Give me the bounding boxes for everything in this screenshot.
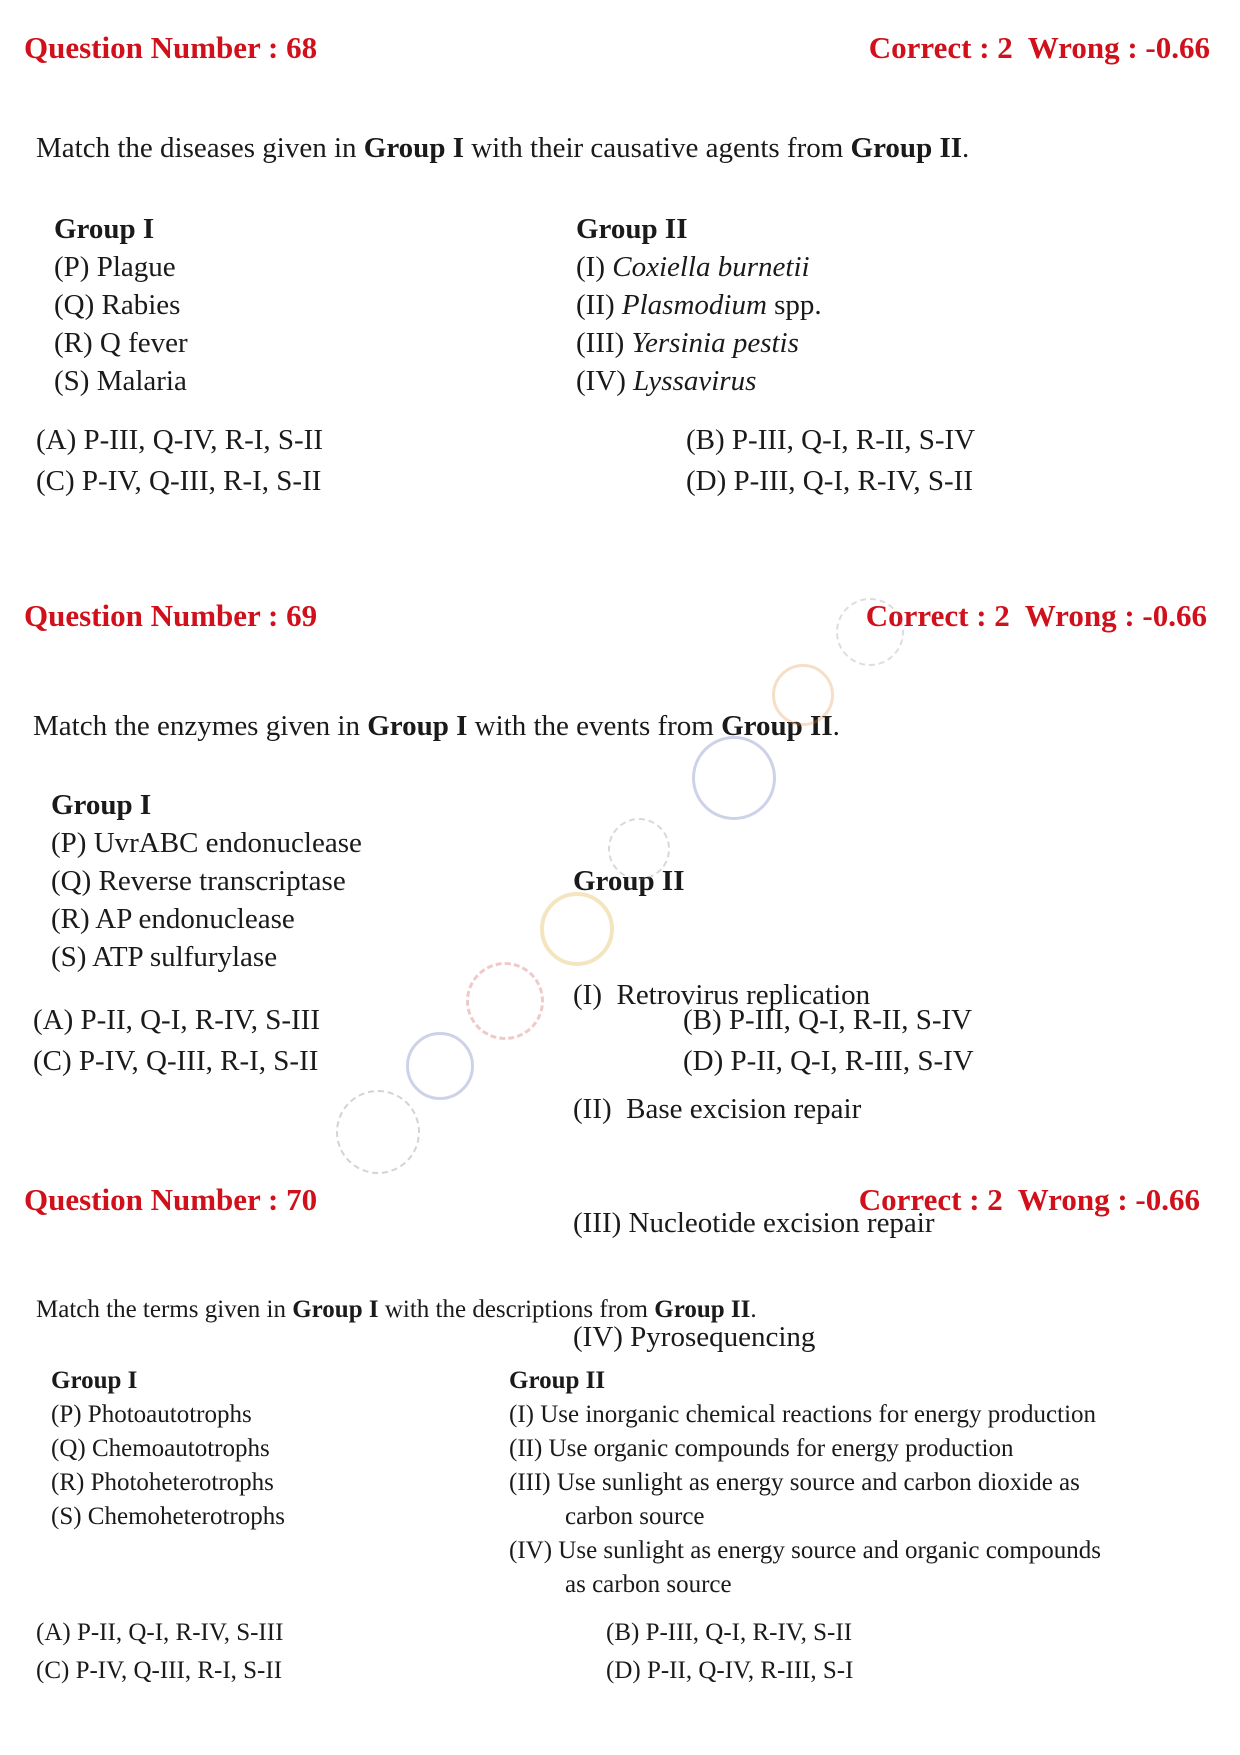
group-2-title: Group II <box>576 213 688 245</box>
group-1-list <box>54 210 188 400</box>
watermark-seal-icon <box>466 962 544 1040</box>
group-2-item-continuation: carbon source <box>565 1503 705 1530</box>
marking-scheme: Correct : 2 Wrong : -0.66 <box>858 1182 1200 1217</box>
option-c[interactable]: (C) P-IV, Q-III, R-I, S-II <box>36 465 322 497</box>
group-2-list <box>509 1364 1101 1602</box>
group-2-list <box>576 210 822 400</box>
question-number: Question Number : 69 <box>24 598 318 633</box>
group-2-item-continuation: as carbon source <box>565 1571 732 1598</box>
group-1-item: (Q) Reverse transcriptase <box>51 865 346 897</box>
option-c[interactable]: (C) P-IV, Q-III, R-I, S-II <box>36 1657 283 1684</box>
question-number: Question Number : 68 <box>24 30 318 65</box>
group-2-item: (II) Base excision repair <box>573 1093 862 1125</box>
watermark-seal-icon <box>406 1032 474 1100</box>
group-2-item: (III) Use sunlight as energy source and carbon dioxide as <box>509 1469 1080 1496</box>
group-1-list <box>51 786 362 976</box>
group-1-title: Group I <box>54 213 155 245</box>
option-a[interactable]: (A) P-III, Q-IV, R-I, S-II <box>36 424 323 456</box>
group-1-item: (S) Chemoheterotrophs <box>51 1503 285 1530</box>
group-1-title: Group I <box>51 1367 138 1394</box>
watermark-seal-icon <box>540 892 614 966</box>
option-d[interactable]: (D) P-II, Q-I, R-III, S-IV <box>683 1045 974 1077</box>
question-stem: Match the terms given in Group I with the descriptions from Group II. <box>36 1296 757 1323</box>
group-1-item: (P) Plague <box>54 251 176 283</box>
watermark-seal-icon <box>692 736 776 820</box>
group-1-title: Group I <box>51 789 152 821</box>
question-number: Question Number : 70 <box>24 1182 318 1217</box>
group-2-item: (III) Yersinia pestis <box>576 327 799 359</box>
question-stem: Match the enzymes given in Group I with the events from Group II. <box>33 710 840 742</box>
option-b[interactable]: (B) P-III, Q-I, R-II, S-IV <box>686 424 976 456</box>
group-1-item: (R) AP endonuclease <box>51 903 295 935</box>
option-a[interactable]: (A) P-II, Q-I, R-IV, S-III <box>36 1619 284 1646</box>
group-1-item: (P) Photoautotrophs <box>51 1401 252 1428</box>
question-header <box>0 1182 1240 1222</box>
watermark-seal-icon <box>608 818 670 880</box>
option-a[interactable]: (A) P-II, Q-I, R-IV, S-III <box>33 1004 320 1036</box>
marking-scheme: Correct : 2 Wrong : -0.66 <box>868 30 1210 65</box>
group-1-list <box>51 1364 285 1534</box>
group-1-item: (P) UvrABC endonuclease <box>51 827 362 859</box>
options-right <box>606 1614 853 1690</box>
question-stem: Match the diseases given in Group I with their causative agents from Group II. <box>36 132 970 164</box>
options-left <box>36 1614 283 1690</box>
marking-scheme: Correct : 2 Wrong : -0.66 <box>865 598 1207 633</box>
group-2-item: (I) Retrovirus replication <box>573 979 871 1011</box>
group-2-item: (IV) Use sunlight as energy source and organic compounds <box>509 1537 1101 1564</box>
option-b[interactable]: (B) P-III, Q-I, R-II, S-IV <box>683 1004 973 1036</box>
option-c[interactable]: (C) P-IV, Q-III, R-I, S-II <box>33 1045 319 1077</box>
group-2-item: (IV) Lyssavirus <box>576 365 757 397</box>
group-2-title: Group II <box>573 865 685 897</box>
group-2-list <box>573 786 935 1432</box>
group-1-item: (R) Q fever <box>54 327 188 359</box>
options-left <box>36 420 323 502</box>
group-1-item: (R) Photoheterotrophs <box>51 1469 274 1496</box>
group-2-item: (I) Coxiella burnetii <box>576 251 810 283</box>
option-b[interactable]: (B) P-III, Q-I, R-IV, S-II <box>606 1619 853 1646</box>
options-right <box>683 1000 974 1082</box>
group-1-item: (Q) Chemoautotrophs <box>51 1435 270 1462</box>
group-1-item: (S) ATP sulfurylase <box>51 941 278 973</box>
options-left <box>33 1000 320 1082</box>
group-2-item: (I) Use inorganic chemical reactions for energy production <box>509 1401 1097 1428</box>
option-d[interactable]: (D) P-III, Q-I, R-IV, S-II <box>686 465 973 497</box>
group-2-item: (IV) Pyrosequencing <box>573 1321 816 1353</box>
group-2-item: (III) Nucleotide excision repair <box>573 1207 935 1239</box>
group-1-item: (Q) Rabies <box>54 289 181 321</box>
question-header <box>0 598 1240 638</box>
group-2-title: Group II <box>509 1367 606 1394</box>
options-right <box>686 420 975 502</box>
watermark-seal-icon <box>772 664 834 726</box>
option-d[interactable]: (D) P-II, Q-IV, R-III, S-I <box>606 1657 854 1684</box>
group-2-item: (II) Use organic compounds for energy production <box>509 1435 1014 1462</box>
group-2-item: (II) Plasmodium spp. <box>576 289 822 321</box>
watermark-seal-icon <box>336 1090 420 1174</box>
group-1-item: (S) Malaria <box>54 365 187 397</box>
watermark-seal-icon <box>836 598 904 666</box>
question-header <box>0 30 1240 70</box>
